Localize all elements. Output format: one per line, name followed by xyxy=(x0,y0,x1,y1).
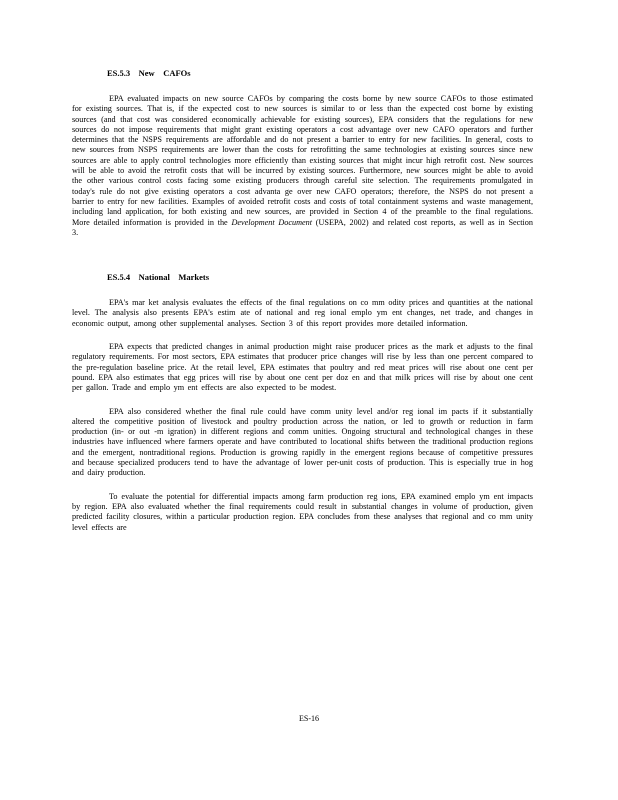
section-heading-national-markets: ES.5.4 National Markets xyxy=(107,272,209,283)
paragraph-price-changes: EPA expects that predicted changes in animal production might raise producer prices as the mark et adjusts to the final regulatory requirements. For most sectors, EPA estimates that producer price changes will rise by less than one percent compared to the pre-regulation baseline price. At the retail level, EPA estimates that poultry and red meat prices will rise about one cent per pound. EPA also estimates that egg prices will rise by about one cent per doz en and that milk prices will rise by about one cent per gallon. Trade and emplo ym ent effects are also expected to be modest. xyxy=(72,342,533,393)
development-document-reference: Development Document xyxy=(231,217,313,227)
paragraph-market-analysis: EPA's mar ket analysis evaluates the effects of the final regulations on co mm odity prices and quantities at the national level. The analysis also presents EPA's estim ate of national and reg ional emplo ym ent changes, net trade, and changes in economic output, among other supplemental analyses. Section 3 of this report provides more detailed information. xyxy=(72,298,533,328)
paragraph-text: EPA evaluated impacts on new source CAFOs by comparing the costs borne by new source CAFOs to those estimated for existing sources. That is, if the expected cost to new sources is similar to or less than the expected cost borne by existing sources (and that cost was considered economically achievable for existing sources), EPA considers that the regulations for new sources do not impose requirements that might grant existing operators a cost advantage over new CAFO operators and further determines that the NSPS requirements are affordable and do not present a barrier to entry for new facilities. In general, costs to new sources from NSPS requirements are lower than the costs for retrofitting the same technologies at existing sources since new sources are able to apply control technologies more efficiently than existing sources that might incur high retrofit cost. New sources will be able to avoid the retrofit costs that will be incurred by existing sources. Furthermore, new sources might be able to avoid the other various control costs facing some existing producers through careful site selection. The requirements promulgated in today's rule do not give existing operators a cost advanta ge over new CAFO operators; therefore, the NSPS do not present a barrier to entry for new facilities. Examples of avoided retrofit costs and costs of total containment systems and waste management, including land application, for both existing and new sources, are provided in Section 4 of the preamble to the final regulations. More detailed information is provided in the xyxy=(72,94,533,227)
paragraph-tail: (USEPA, 2002) and related cost reports, as well as in Section 3. xyxy=(72,217,533,237)
section-heading-new-cafos: ES.5.3 New CAFOs xyxy=(107,68,191,78)
paragraph-regional-impacts: EPA also considered whether the final rule could have comm unity level and/or reg ional im pacts if it substantially altered the competitive position of livestock and poultry production across the nation, or led to growth or reduction in farm production (in- or out -m igration) in different regions and comm unities. Ongoing structural and technological changes in these industries have influenced where farmers operate and have contributed to locational shifts between the traditional production regions and the emergent, nontraditional regions. Production is growing rapidly in the emergent regions because of competitive pressures and because specialized producers tend to have the advantage of lower per-unit costs of production. This is especially true in hog and dairy production. xyxy=(72,406,533,478)
document-page xyxy=(72,68,533,533)
page-number: ES-16 xyxy=(299,714,319,723)
paragraph-new-cafos xyxy=(72,94,533,238)
paragraph-employment-impacts: To evaluate the potential for differential impacts among farm production reg ions, EPA examined emplo ym ent impacts by region. EPA also evaluated whether the final requirements could result in substantial changes in volume of production, given predicted facility closures, within a particular production region. EPA concludes from these analyses that regional and co mm unity level effects are xyxy=(72,491,533,532)
